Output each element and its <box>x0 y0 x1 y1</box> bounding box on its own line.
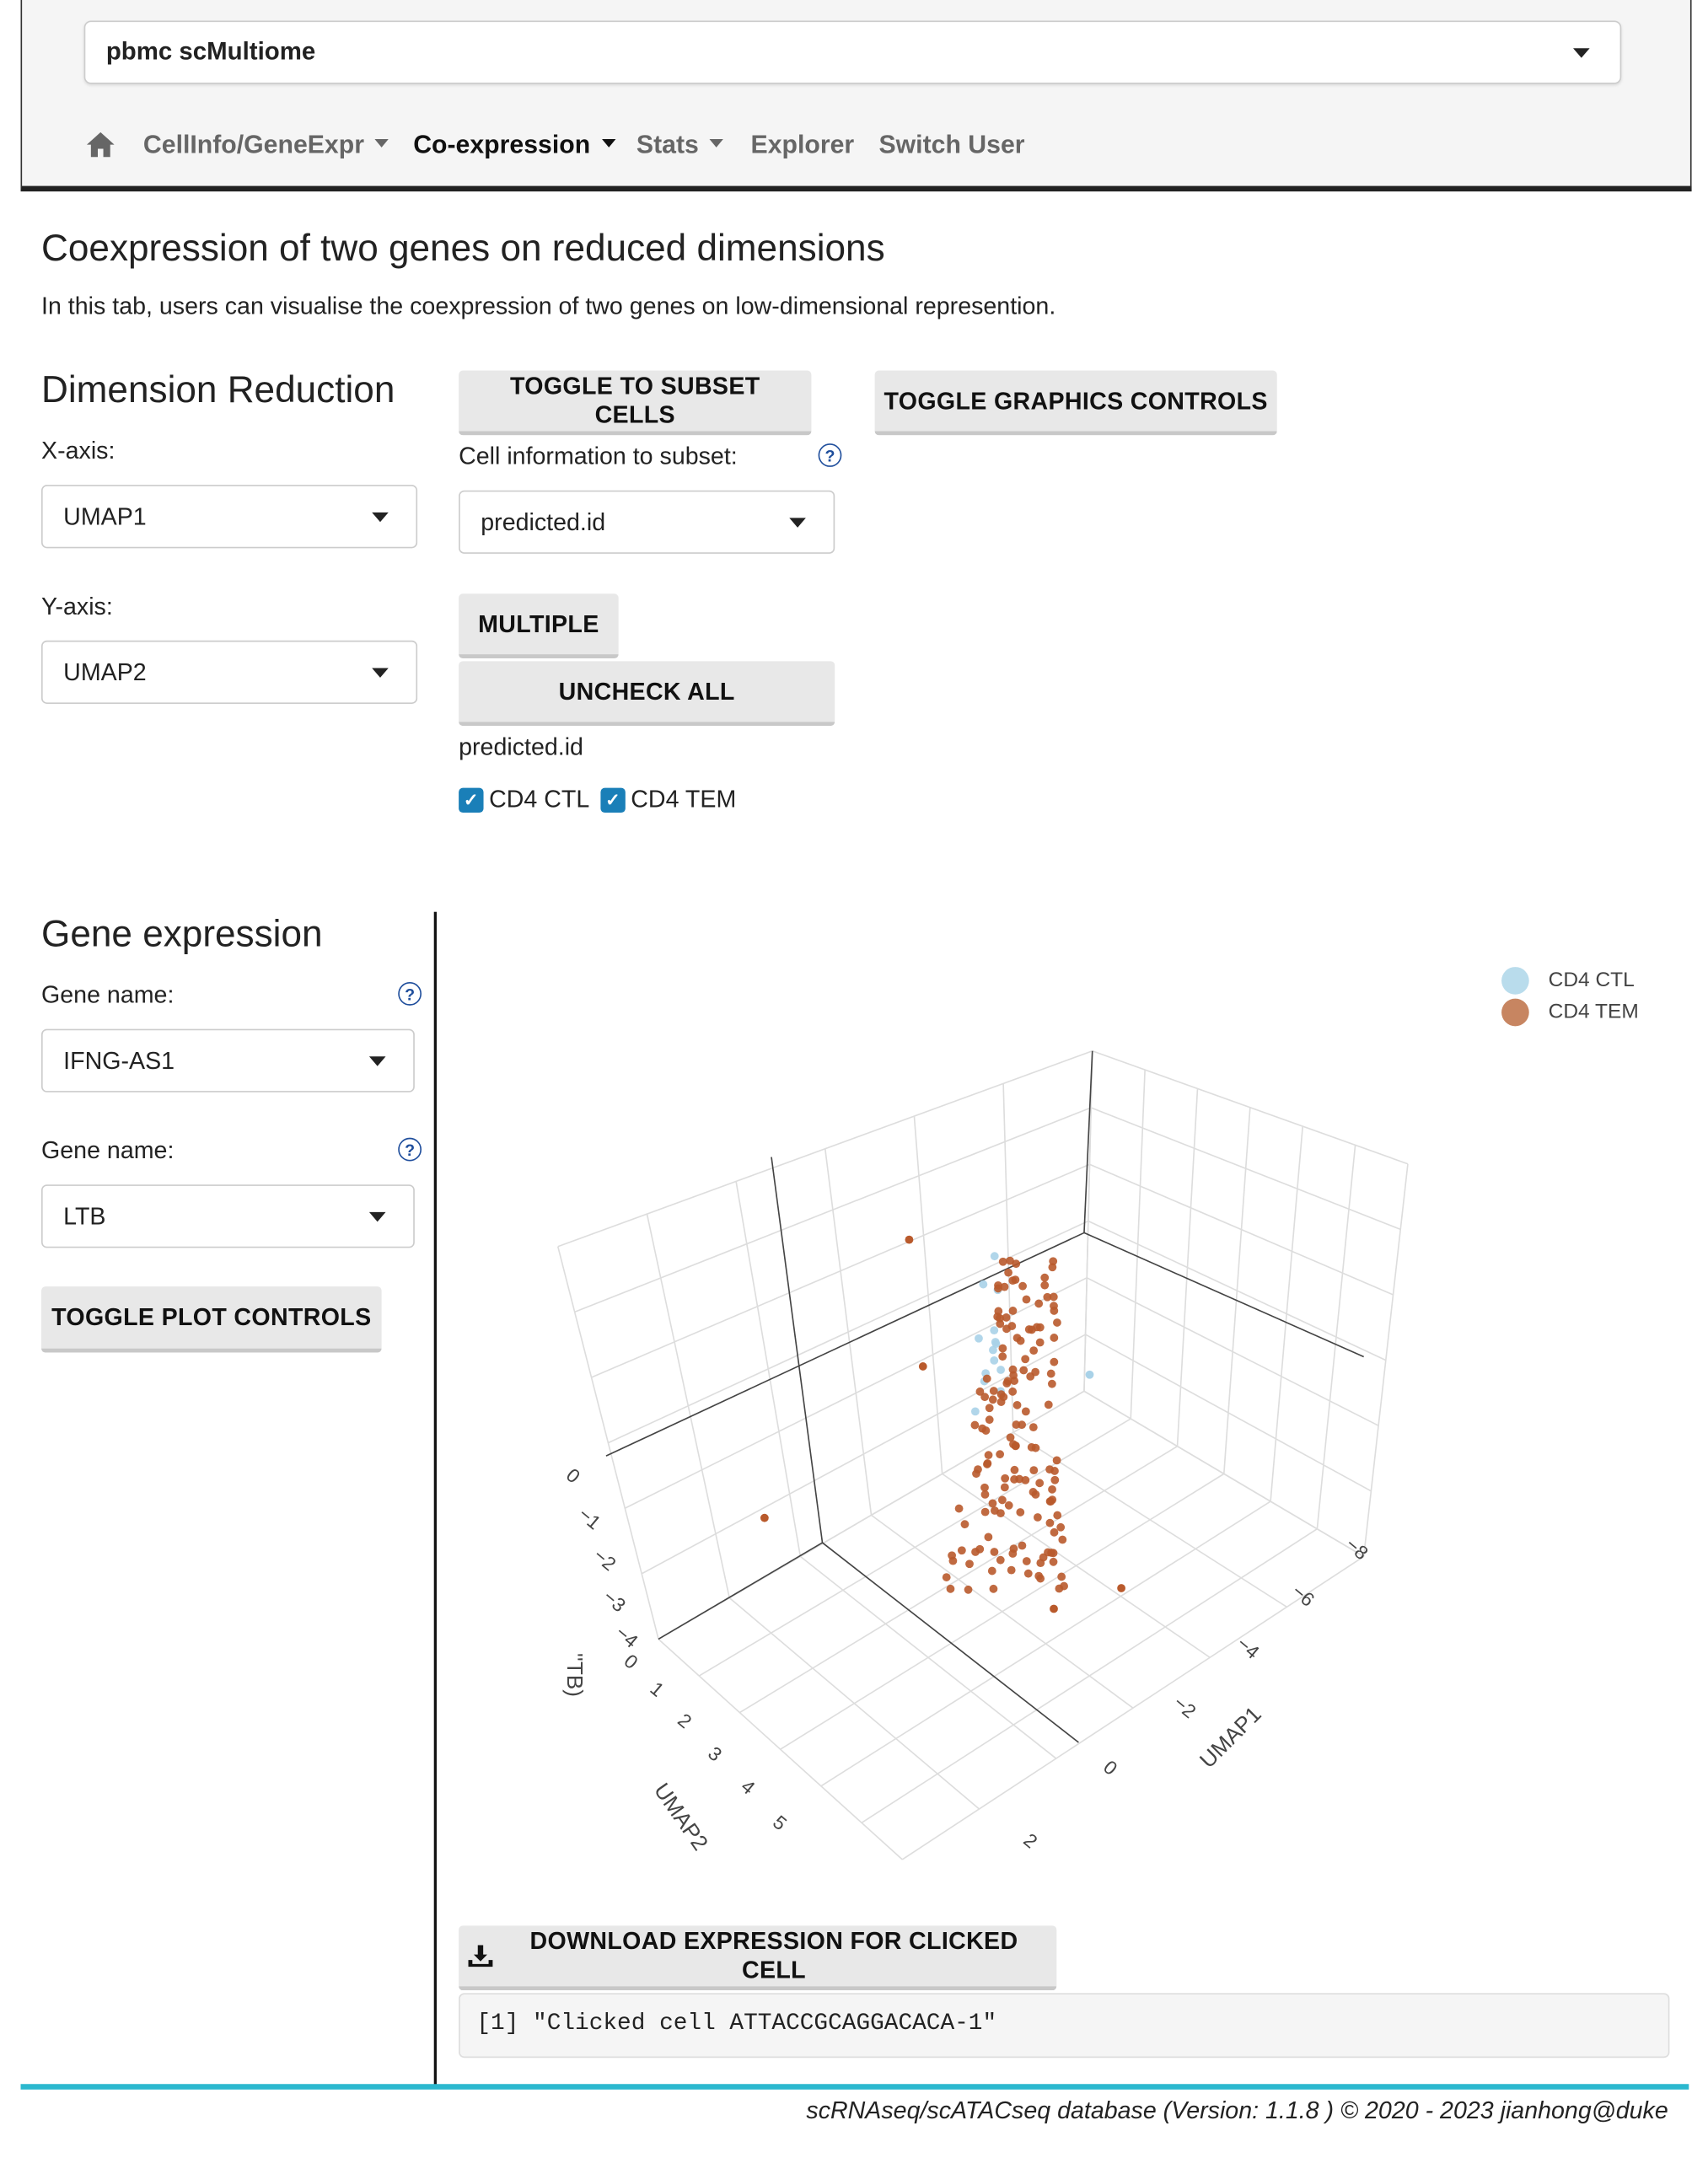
data-point <box>996 1366 1005 1374</box>
data-point <box>1029 1346 1038 1355</box>
nav-label: Switch User <box>878 129 1025 158</box>
toggle-graphics-controls-button[interactable]: TOGGLE GRAPHICS CONTROLS <box>875 371 1277 436</box>
data-point <box>1050 1476 1059 1484</box>
data-point <box>998 1352 1007 1361</box>
x-axis-value: UMAP1 <box>63 502 147 531</box>
data-point <box>990 1356 998 1365</box>
multiple-button[interactable]: MULTIPLE <box>459 593 619 658</box>
y-axis-title: UMAP2 <box>648 1778 714 1855</box>
z-tick-label: −3 <box>599 1585 631 1617</box>
data-point <box>1009 1372 1018 1380</box>
legend-marker <box>1501 998 1529 1026</box>
data-point <box>971 1407 980 1415</box>
data-point <box>1022 1407 1030 1415</box>
x-tick-label: 0 <box>1099 1755 1122 1780</box>
data-point <box>1016 1508 1024 1517</box>
data-points <box>760 1236 1125 1613</box>
data-point <box>1053 1456 1061 1464</box>
data-point <box>978 1425 986 1433</box>
nav-label: Co-expression <box>413 129 591 158</box>
data-point <box>1048 1485 1056 1494</box>
data-point <box>1056 1523 1065 1532</box>
y-tick-label: 5 <box>768 1811 792 1835</box>
data-point <box>1050 1605 1058 1613</box>
data-point <box>1045 1400 1053 1409</box>
data-point <box>905 1236 914 1244</box>
data-point <box>1040 1274 1049 1282</box>
page-description: In this tab, users can visualise the coexpression of two genes on low-dimensional represention. <box>41 292 1056 320</box>
data-point <box>1029 1423 1038 1431</box>
data-point <box>1021 1476 1029 1484</box>
data-point <box>1050 1558 1058 1566</box>
download-icon <box>467 1944 494 1968</box>
data-point <box>998 1345 1007 1353</box>
y-tick-label: 2 <box>674 1709 696 1733</box>
grid-line <box>558 1051 1093 1247</box>
z-tick-label: −1 <box>574 1502 605 1534</box>
z-tick-label: −2 <box>589 1543 620 1576</box>
page-title: Coexpression of two genes on reduced dimensions <box>41 227 885 269</box>
legend-item-cd4-ctl[interactable] <box>1501 964 1639 996</box>
data-point <box>976 1388 985 1396</box>
y-tick-label: 3 <box>704 1742 727 1766</box>
grid-line <box>1364 1164 1408 1557</box>
data-point <box>989 1499 997 1507</box>
data-point <box>1050 1358 1058 1366</box>
gene1-label: Gene name: <box>41 980 175 1009</box>
data-point <box>1011 1466 1019 1474</box>
download-expression-button[interactable] <box>459 1925 1056 1990</box>
grid-line <box>642 1334 1085 1574</box>
data-point <box>980 1484 989 1492</box>
data-point <box>999 1258 1007 1266</box>
data-point <box>1021 1355 1029 1363</box>
checkbox-label: CD4 CTL <box>489 785 590 813</box>
help-icon[interactable]: ? <box>398 982 422 1006</box>
data-point <box>955 1505 964 1513</box>
data-point <box>1012 1420 1020 1429</box>
data-point <box>1034 1300 1043 1308</box>
data-point <box>996 1450 1004 1458</box>
legend-label: CD4 TEM <box>1548 1000 1639 1024</box>
checkbox-cd4-ctl[interactable]: ✓ <box>459 787 483 812</box>
x-tick-label: −6 <box>1287 1580 1319 1611</box>
data-point <box>961 1520 969 1528</box>
data-point <box>1053 1318 1061 1327</box>
help-icon[interactable]: ? <box>398 1138 422 1162</box>
data-point <box>1032 1444 1040 1452</box>
data-point <box>1007 1566 1016 1575</box>
gene-expression-title: Gene expression <box>41 913 323 955</box>
gene2-label: Gene name: <box>41 1136 175 1164</box>
data-point <box>1048 1380 1056 1388</box>
help-icon[interactable]: ? <box>819 443 842 467</box>
data-point <box>1004 1269 1012 1277</box>
checkbox-cd4-tem[interactable]: ✓ <box>600 787 625 812</box>
toggle-subset-cells-button[interactable]: TOGGLE TO SUBSET CELLS <box>459 371 811 436</box>
nav-label: CellInfo/GeneExpr <box>142 129 364 158</box>
download-label: DOWNLOAD EXPRESSION FOR CLICKED CELL <box>529 1926 1018 1984</box>
data-point <box>1028 1326 1036 1334</box>
data-point <box>1009 1307 1018 1315</box>
data-point <box>983 1460 991 1468</box>
plot-legend <box>1501 964 1639 1028</box>
data-point <box>1047 1370 1055 1378</box>
data-point <box>975 1334 983 1343</box>
data-point <box>998 1496 1007 1505</box>
axis-line <box>1084 1232 1364 1356</box>
data-point <box>1001 1474 1009 1483</box>
data-point <box>1007 1433 1015 1441</box>
data-point <box>1013 1401 1022 1409</box>
data-point <box>1006 1257 1014 1265</box>
data-point <box>1040 1281 1049 1290</box>
data-point <box>958 1546 966 1554</box>
x-tick-label: −2 <box>1169 1691 1200 1723</box>
uncheck-all-button[interactable]: UNCHECK ALL <box>459 661 835 726</box>
data-point <box>1045 1465 1054 1474</box>
data-point <box>984 1533 992 1541</box>
grid-line <box>608 1221 1088 1443</box>
gene2-value: LTB <box>63 1202 106 1231</box>
group-label: predicted.id <box>459 733 583 760</box>
grid-lines <box>558 1051 1408 1860</box>
data-point <box>999 1393 1007 1401</box>
data-point <box>1086 1371 1094 1379</box>
nav-label: Stats <box>636 129 699 158</box>
grid-line <box>914 1116 942 1474</box>
nav-label: Explorer <box>750 129 855 158</box>
data-point <box>988 1567 996 1576</box>
data-point <box>996 1556 1005 1565</box>
data-point <box>991 1548 999 1556</box>
data-point <box>1047 1497 1055 1506</box>
z-tick-label: −4 <box>611 1621 643 1652</box>
data-point <box>1050 1293 1058 1302</box>
data-point <box>983 1375 991 1383</box>
data-point <box>1058 1536 1066 1544</box>
data-point <box>1031 1368 1039 1377</box>
data-point <box>985 1451 993 1459</box>
data-point <box>996 1314 1004 1323</box>
y-axis-label: Y-axis: <box>41 592 113 620</box>
data-point <box>1046 1519 1055 1527</box>
data-point <box>990 1326 998 1334</box>
z-tick-label: 0 <box>561 1463 585 1488</box>
z-axis-title: ''TB) <box>562 1652 588 1697</box>
data-point <box>943 1573 951 1581</box>
data-point <box>991 1506 999 1515</box>
data-point <box>1029 1466 1038 1474</box>
x-tick-label: −8 <box>1341 1533 1373 1565</box>
data-point <box>1017 1337 1025 1345</box>
data-point <box>1048 1263 1056 1271</box>
data-point <box>1034 1513 1042 1522</box>
data-point <box>979 1280 987 1289</box>
data-point <box>986 1404 994 1412</box>
data-point <box>1036 1339 1045 1347</box>
dataset-select-value: pbmc scMultiome <box>105 37 316 65</box>
toggle-plot-controls-button[interactable]: TOGGLE PLOT CONTROLS <box>41 1286 382 1352</box>
x-tick-label: −4 <box>1233 1632 1264 1664</box>
grid-line <box>862 1529 1317 1823</box>
data-point <box>1035 1479 1044 1487</box>
data-point <box>947 1585 955 1593</box>
data-point <box>986 1415 994 1424</box>
data-point <box>1005 1501 1013 1510</box>
clicked-cell-output: [1] "Clicked cell ATTACCGCAGGACACA-1" <box>459 1993 1669 2058</box>
data-point <box>991 1252 999 1260</box>
data-point <box>1018 1282 1027 1291</box>
cell-info-value: predicted.id <box>481 507 606 536</box>
data-point <box>981 1508 990 1517</box>
data-point <box>1001 1483 1009 1491</box>
data-point <box>990 1387 998 1395</box>
gene1-value: IFNG-AS1 <box>63 1046 175 1075</box>
data-point <box>919 1362 927 1371</box>
data-point <box>760 1514 769 1522</box>
y-tick-label: 1 <box>646 1677 669 1701</box>
data-point <box>990 1585 998 1593</box>
data-point <box>1034 1572 1043 1581</box>
checkbox-label: CD4 TEM <box>631 785 737 813</box>
legend-marker <box>1501 966 1529 994</box>
data-point <box>1008 1388 1017 1396</box>
data-point <box>1023 1296 1031 1304</box>
data-point <box>989 1395 997 1404</box>
footer-text: scRNAseq/scATACseq database (Version: 1.1.8 ) © 2020 - 2023 jianhong@duke <box>806 2096 1668 2124</box>
y-axis-value: UMAP2 <box>63 658 147 686</box>
data-point <box>989 1346 997 1355</box>
data-point <box>1050 1334 1058 1342</box>
data-point <box>1024 1570 1033 1578</box>
data-point <box>1053 1511 1061 1520</box>
data-point <box>1018 1542 1027 1550</box>
data-point <box>972 1469 980 1478</box>
y-tick-label: 4 <box>737 1774 760 1799</box>
data-point <box>1008 1276 1017 1285</box>
data-point <box>1050 1307 1058 1315</box>
data-point <box>1023 1557 1031 1565</box>
footer-divider <box>21 2084 1689 2090</box>
axis-line <box>771 1157 822 1543</box>
legend-item-cd4-tem[interactable] <box>1501 996 1639 1028</box>
data-point <box>1060 1582 1068 1591</box>
data-point <box>1019 1366 1028 1375</box>
data-point <box>1057 1573 1066 1581</box>
data-point <box>994 1285 1002 1293</box>
data-point <box>1032 1490 1040 1499</box>
data-point <box>1117 1584 1125 1592</box>
y-tick-label: 2 <box>1019 1828 1042 1853</box>
y-tick-label: 0 <box>620 1649 642 1674</box>
data-point <box>1039 1554 1048 1562</box>
legend-label: CD4 CTL <box>1548 968 1635 992</box>
data-point <box>1010 1544 1018 1553</box>
data-point <box>970 1421 979 1430</box>
data-point <box>975 1545 984 1554</box>
axis-line <box>658 1543 822 1639</box>
data-point <box>1050 1528 1059 1537</box>
grid-line <box>625 1278 1087 1508</box>
data-point <box>1002 1324 1011 1333</box>
dimred-title: Dimension Reduction <box>41 368 395 411</box>
data-point <box>964 1586 973 1594</box>
cell-info-label: Cell information to subset: <box>459 442 738 470</box>
x-axis-title: UMAP1 <box>1194 1701 1266 1774</box>
data-point <box>965 1559 974 1568</box>
x-axis-label: X-axis: <box>41 436 115 464</box>
data-point <box>948 1551 956 1559</box>
